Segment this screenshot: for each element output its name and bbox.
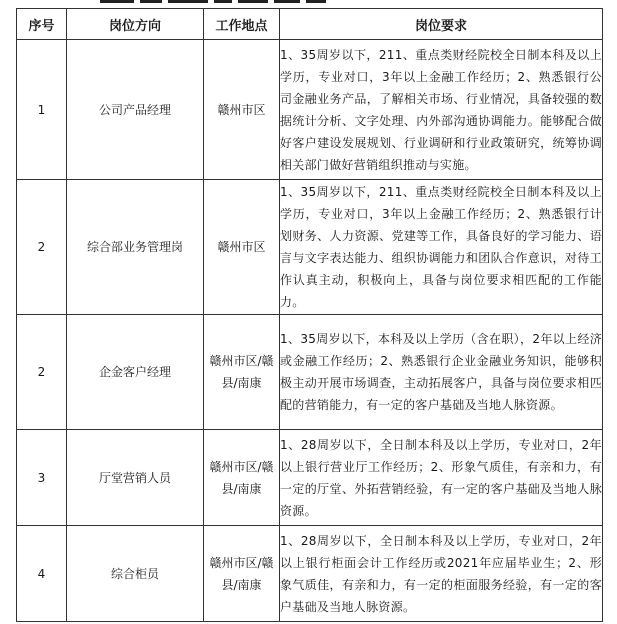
row-location: 赣州市区/赣县/南康 (204, 315, 280, 430)
row-location: 赣州市区/赣县/南康 (204, 430, 280, 526)
row-requirements: 1、35周岁以下，211、重点类财经院校全日制本科及以上学历，专业对口，3年以上金融工作经历；2、熟悉银行计划财务、人力资源、党建等工作，具备良好的学习能力、语言与文字表达能力、组织协调能力和团队合作意识，对待工作认真主动，积极向上，具备与岗位要求相匹配的工作能力。 (280, 180, 603, 315)
row-requirements: 1、35周岁以下，211、重点类财经院校全日制本科及以上学历，专业对口，3年以上金融工作经历；2、熟悉银行公司金融业务产品，了解相关市场、行业情况，具备较强的数据统计分析、文字处理、内外部沟通协调能力。能够配合做好客户建设发展规划、行业调研和行业政策研究，统筹协调相关部门做好营销组织推动与实施。 (280, 40, 603, 180)
row-position: 综合部业务管理岗 (67, 180, 204, 315)
row-seq: 1 (17, 40, 67, 180)
header-position: 岗位方向 (67, 9, 204, 40)
header-requirements: 岗位要求 (280, 9, 603, 40)
row-requirements: 1、35周岁以下，本科及以上学历（含在职），2年以上经济或金融工作经历；2、熟悉银行企业金融业务知识，能够积极主动开展市场调查，主动拓展客户，具备与岗位要求相匹配的营销能力，有一定的客户基础及当地人脉资源。 (280, 315, 603, 430)
row-requirements: 1、28周岁以下，全日制本科及以上学历，专业对口，2年以上银行柜面会计工作经历或2021年应届毕业生；2、形象气质佳，有亲和力，有一定的柜面服务经验，有一定的客户基础及当地人脉资源。 (280, 526, 603, 622)
row-position: 厅堂营销人员 (67, 430, 204, 526)
job-requirements-table (16, 8, 603, 622)
row-location: 赣州市区 (204, 40, 280, 180)
header-seq: 序号 (17, 9, 67, 40)
row-location: 赣州市区/赣县/南康 (204, 526, 280, 622)
table-row (17, 315, 603, 430)
row-position: 企金客户经理 (67, 315, 204, 430)
table-row (17, 40, 603, 180)
table-row (17, 526, 603, 622)
cropped-heading-fragment (100, 0, 400, 6)
row-seq: 4 (17, 526, 67, 622)
row-location: 赣州市区 (204, 180, 280, 315)
row-position: 公司产品经理 (67, 40, 204, 180)
table-row (17, 430, 603, 526)
table-row (17, 180, 603, 315)
header-location: 工作地点 (204, 9, 280, 40)
row-seq: 2 (17, 180, 67, 315)
row-position: 综合柜员 (67, 526, 204, 622)
row-requirements: 1、28周岁以下，全日制本科及以上学历，专业对口，2年以上银行营业厅工作经历；2、形象气质佳，有亲和力，有一定的厅堂、外拓营销经验，有一定的客户基础及当地人脉资源。 (280, 430, 603, 526)
row-seq: 3 (17, 430, 67, 526)
row-seq: 2 (17, 315, 67, 430)
table-header-row (17, 9, 603, 40)
